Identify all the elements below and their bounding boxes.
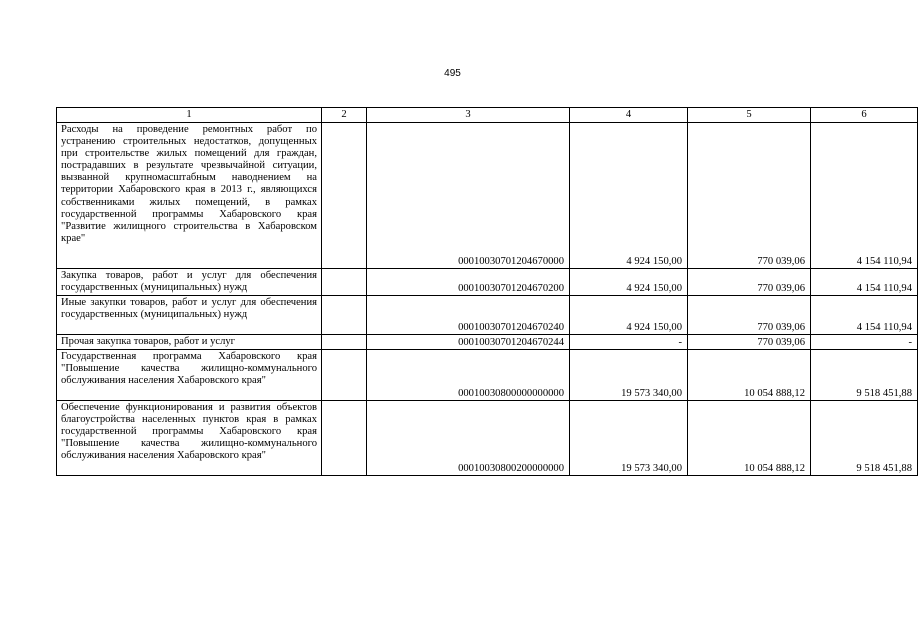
row-col2 [322,335,367,350]
row-col5: 770 039,06 [688,123,811,269]
row-col4: 4 924 150,00 [570,123,688,269]
row-col2 [322,123,367,269]
row-col4: 4 924 150,00 [570,296,688,335]
row-col6: 4 154 110,94 [811,296,918,335]
column-header: 3 [367,108,570,123]
column-header: 1 [57,108,322,123]
row-code: 00010030800000000000 [367,350,570,401]
row-col6: 9 518 451,88 [811,350,918,401]
row-col2 [322,269,367,296]
row-code: 00010030701204670000 [367,123,570,269]
row-col2 [322,350,367,401]
column-header: 4 [570,108,688,123]
row-description: Прочая закупка товаров, работ и услуг [57,335,322,350]
row-col2 [322,401,367,476]
row-code: 00010030701204670244 [367,335,570,350]
row-description: Государственная программа Хабаровского края "Повышение качества жилищно-коммунального обслуживания населения Хабаровского края" [57,350,322,401]
table-row [57,296,918,335]
table-row [57,401,918,476]
table-row [57,335,918,350]
row-col4: - [570,335,688,350]
row-code: 00010030701204670200 [367,269,570,296]
row-col6: 4 154 110,94 [811,269,918,296]
table-row [57,350,918,401]
row-col5: 770 039,06 [688,296,811,335]
budget-table [56,107,918,476]
row-col6: 9 518 451,88 [811,401,918,476]
row-col4: 4 924 150,00 [570,269,688,296]
row-col4: 19 573 340,00 [570,401,688,476]
row-col5: 770 039,06 [688,269,811,296]
page-number: 495 [444,68,461,79]
table-row [57,123,918,269]
row-col6: 4 154 110,94 [811,123,918,269]
table-header-row [57,108,918,123]
row-col5: 770 039,06 [688,335,811,350]
row-description: Расходы на проведение ремонтных работ по устранению строительных недостатков, допущенных при строительстве жилых помещений для граждан, пострадавших в результате чрезвычайной ситуации, вызванной крупномасштабным наводнением на территории Хабаровского края в 2013 г., являющихся собственниками жилых помещений, в рамках государственной программы Хабаровского края "Развитие жилищного строительства в Хабаровском крае" [57,123,322,269]
row-col6: - [811,335,918,350]
row-col2 [322,296,367,335]
row-description: Закупка товаров, работ и услуг для обеспечения государственных (муниципальных) нужд [57,269,322,296]
row-col5: 10 054 888,12 [688,401,811,476]
row-code: 00010030800200000000 [367,401,570,476]
row-description: Обеспечение функционирования и развития объектов благоустройства населенных пунктов края в рамках государственной программы Хабаровского края "Повышение качества жилищно-коммунального обслуживания населения Хабаровского края" [57,401,322,476]
column-header: 2 [322,108,367,123]
column-header: 6 [811,108,918,123]
row-code: 00010030701204670240 [367,296,570,335]
column-header: 5 [688,108,811,123]
table-row [57,269,918,296]
row-description: Иные закупки товаров, работ и услуг для обеспечения государственных (муниципальных) нужд [57,296,322,335]
row-col4: 19 573 340,00 [570,350,688,401]
row-col5: 10 054 888,12 [688,350,811,401]
